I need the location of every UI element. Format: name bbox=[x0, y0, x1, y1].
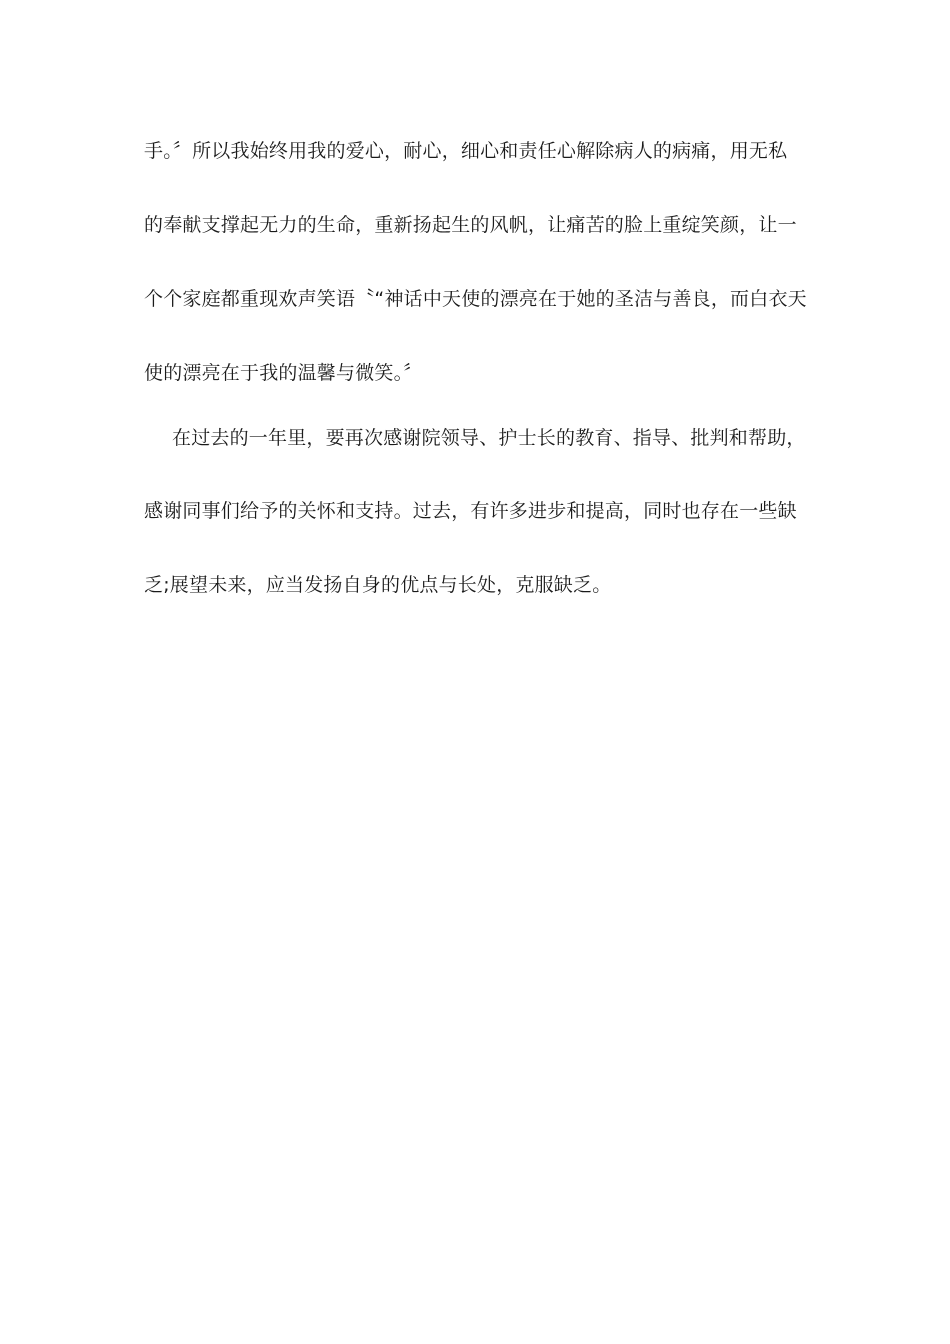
paragraph-line: 在过去的一年里，要再次感谢院领导、护士长的教育、指导、批判和帮助， bbox=[172, 427, 806, 449]
paragraph-line: 乏;展望未来，应当发扬自身的优点与长处，克服缺乏。 bbox=[144, 574, 612, 596]
paragraph-line: 个个家庭都重现欢声笑语〝“神话中天使的漂亮在于她的圣洁与善良，而白衣天 bbox=[144, 288, 807, 310]
paragraph-line: 的奉献支撑起无力的生命，重新扬起生的风帆，让痛苦的脸上重绽笑颜，让一 bbox=[144, 214, 797, 236]
paragraph-line: 使的漂亮在于我的温馨与微笑。〞 bbox=[144, 362, 423, 384]
paragraph-line: 感谢同事们给予的关怀和支持。过去，有许多进步和提高，同时也存在一些缺 bbox=[144, 500, 797, 522]
paragraph-line: 手。〞所以我始终用我的爱心，耐心，细心和责任心解除病人的病痛，用无私 bbox=[144, 140, 788, 162]
